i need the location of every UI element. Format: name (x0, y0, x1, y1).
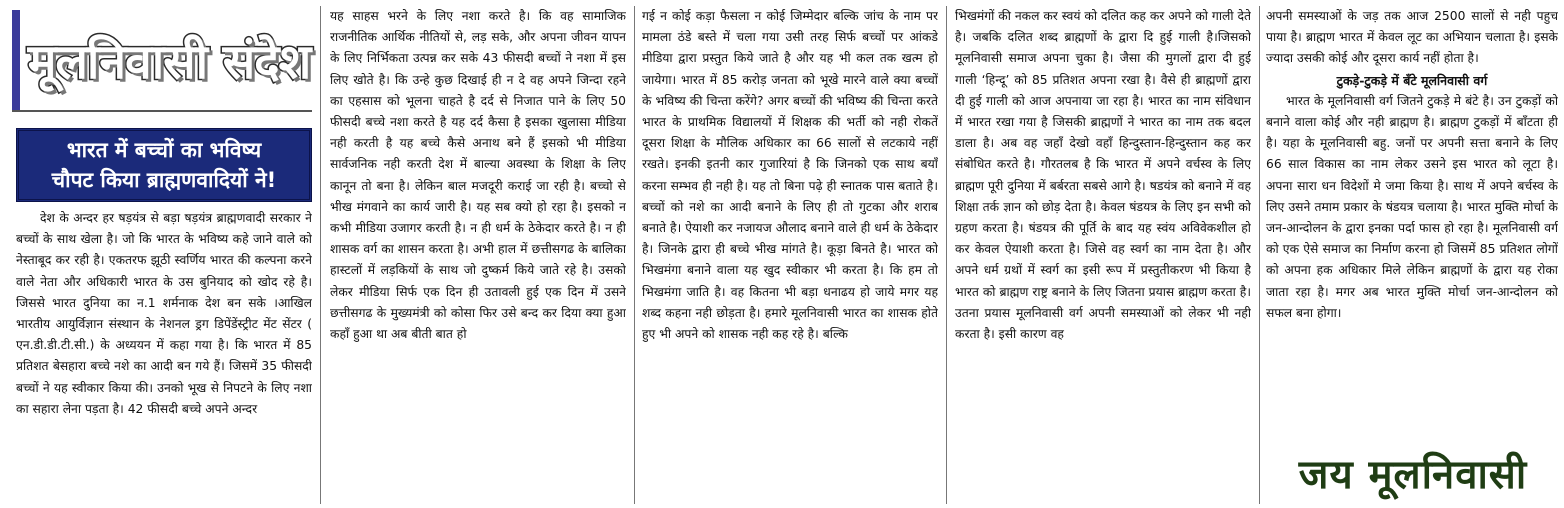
column-divider (946, 6, 947, 504)
column-divider (634, 6, 635, 504)
slogan: जय मूलनिवासी (1298, 451, 1528, 498)
article-column-4 (955, 6, 1251, 504)
column-divider (320, 6, 321, 504)
column-4-text: भिखमंगों की नकल कर स्वयं को दलित कह कर अपने को गाली देते है। जबकि दलित शब्द ब्राह्मणों के द्वारा दि हुई गाली है।जिसको मूलनिवासी समाज अपना चुका है। जैसा की मुगलों द्वारा दी हुई गाली ‘हिन्दू’ को 85 प्रतिशत अपना रखा है। वैसे ही ब्राह्मणों द्वारा दी हुई गाली को आज अपनाया जा रहा है। भारत का नाम संविधान में भारत रखा गया है जिसकी ब्राह्मणों ने भारत का नाम तक बदल डाला है। अब वह जहाँ देखो वहाँ हिन्दुस्तान-हिन्दुस्तान कह कर संबोधित करते है। गौरतलब है कि भारत में अपने वर्चस्व के लिए ब्राह्मण पूरी दुनिया में बर्बरता सबसे आगे है। षडयंत्र को बनाने में वह शिक्षा तर्क ज्ञान को छोड़ देता है। केवल षंडयत्र के लिए इन सभी को ग्रहण करता है। षंडयत्र की पूर्ति के बाद यह स्वंय अविवेकशील हो कर केवल ऐयाशी करता है। जिसे वह स्वर्ग का नाम देता है। और अपने धर्म ग्रथों में स्वर्ग का इसी रूप में प्रस्तुतीकरण भी किया है भारत को ब्राह्मण राष्ट्र बनाने के लिए जितना प्रयास ब्राह्मण करता है। उतना प्रयास मूलनिवासी वर्ग अपनी समस्याओं को लेकर भी नही करता है। इसी कारण वह (955, 9, 1251, 342)
article-column-1 (16, 208, 312, 504)
headline-line-1: भारत में बच्चों का भविष्य (66, 138, 262, 162)
column-5-subheading: टुकड़े-टुकड़े में बँटे मूलनिवासी वर्ग (1336, 72, 1488, 88)
column-2-text: यह साहस भरने के लिए नशा करते है। कि वह सामाजिक राजनीतिक आर्थिक नीतियों से, लड़ सके, और अपना जीवन यापन के लिए निर्भिकता उत्पन्न कर सके 43 फीसदी बच्चों ने नशा में इस लिए खोते है। कि उन्हे कुछ दिखाई ही न दे वह अपने जिन्दा रहने का एहसास को भूलना चाहते है दर्द से निजात पाने के लिए 50 फीसदी बच्चे नशा करते है यह दर्द कैसा है इसका खुलासा मीडिया नही करती है यह बच्चे कैसे अनाथ बने हैं इसको भी मीडिया सार्वजनिक नही करती देश में बाल्या अवस्था के शिक्षा के लिए कानून तो बना है। लेकिन बाल मजदूरी कराई जा रही है। बच्चो से भीख मंगवाने का कार्य जारी है। यह सब क्यो हो रहा है। इसको न कभी मीडिया उजागर करती है। न ही धर्म के ठेकेदार करते है। न ही शासक वर्ग का शासन करता है। अभी हाल में छत्तीसगढ के बालिका हास्टलों में लड़कियों के साथ जो दुष्कर्म किये जाते रहे है। उसको लेकर मीडिया सिर्फ एक दिन ही उतावली हुई एक दिन में उसने छत्तीसगढ के मुख्यमंत्री को कोसा फिर उसे बन्द कर दिया क्या हुआ कहाँ हुआ था अब बीती बात हो (330, 9, 626, 342)
column-1-text: देश के अन्दर हर षड़यंत्र से बड़ा षड़यंत्र ब्राह्मणवादी सरकार ने बच्चों के साथ खेला है। जो कि भारत के भविष्य कहे जाने वाले को नेस्ताबूद कर रही है। एकतरफ झूठी स्वर्णिय भारत की कल्पना करने वाले नेता और अधिकारी भारत के उस बुनियाद को खोद रहे है। जिससे भारत दुनिया का न.1 शर्मनाक देश बन सके ।आखिल भारतीय आयुर्विज्ञान संस्थान के नेशनल ड्रग डिपेंडेंस्ट्रीट मेंट सेंटर ( एन.डी.डी.टी.सी.) के अध्ययन में कहा गया है। कि भारत में 85 प्रतिशत बेसहारा बच्चे नशे का आदी बन गये हैं। जिसमें 35 फीसदी बच्चों ने यह स्वीकार किया की। उनको भूख से निपटने के लिए नशा का सहारा लेना पड़ता है। 42 फीसदी बच्चे अपने अन्दर (16, 211, 312, 416)
masthead (12, 10, 312, 112)
column-3-text: गई न कोई कड़ा फैसला न कोई जिम्मेदार बल्कि जांच के नाम पर मामला ठंडे बस्ते में चला गया उसी तरह सिर्फ बच्चों पर आंकडे मीडिया द्वारा प्रस्तुत किये जाते है और यह भी कल तक खत्म हो जायेगा। भारत में 85 करोड़ जनता को भूखे मारने वाले क्या बच्चों के भविष्य की चिन्ता करेंगे? अगर बच्चों की भविष्य की चिन्ता करते भारत के प्राथमिक विद्यालयों में शिक्षक की भर्ती को नही रोकतें दूसरा शिक्षा के मौलिक अधिकार का 66 सालों से लटकाये नहीं रखते। इनकी इतनी कार गुजारियां है कि जिनको एक साथ बयाँ करना सम्भव ही नही है। यह तो बिना पढ़े ही स्नातक पास बताते है। बच्चों को नशे का आदी बनाने के लिए ही तो गुटका और शराब बनाते है। ऐयाशी कर नजायज औलाद बनाने वाले ही धर्म के ठेकेदार है। जिनके द्वारा ही बच्चे भीख मांगते है। कूड़ा बिनते है। भारत को भिखमंगा बनाने वाला यह खुद स्वीकार भी करता है। कि हम तो भिखमंगा जाति है। वह कितना भी बड़ा धनाढय हो जाये मगर यह शब्द कहना नही छोड़ता है। हमारे मूलनिवासी भारत का शासक होते हुए भी अपने को शासक नही कह रहे है। बल्कि (642, 9, 938, 342)
article-column-5 (1266, 6, 1558, 438)
headline-line-2: चौपट किया ब्राह्मणवादियों ने! (51, 168, 277, 192)
article-column-2 (330, 6, 626, 504)
article-column-3 (642, 6, 938, 504)
column-5-text-a: अपनी समस्याओं के जड़ तक आज 2500 सालों से नही पहुच पाया है। ब्राह्मण भारत में केवल लूट का अभियान चलाता है। इसके ज्यादा उसकी कोई और दूसरा कार्य नहीं होता है। (1266, 9, 1558, 66)
masthead-accent-bar (12, 10, 20, 110)
article-headline (16, 128, 312, 202)
column-divider (1259, 6, 1260, 504)
masthead-title: मूलनिवासी संदेश (27, 33, 311, 90)
column-5-text-b: भारत के मूलनिवासी वर्ग जितने टुकड़े मे बंटे है। उन टुकड़ों को बनाने वाला कोई और नही ब्राह्मण है। ब्राह्मण टुकड़ों में बाँटता ही है। यहा के मूलनिवासी बहु. जनों पर अपनी सत्ता बनाने के लिए 66 साल विकास का नाम लेकर उसने इस भारत को लूटा है। अपना सारा धन विदेशों मे जमा किया है। साथ में अपने बर्चस्व के लिए उसने तमाम प्रकार के षंडयत्र चलाया है। भारत मुक्ति मोर्चा के जन-आन्दोलन के द्वारा इनका पर्दा फास हो रहा है। मूलनिवासी वर्ग को एक ऐसे समाज का निर्माण करना हो जिसमें 85 प्रतिशत लोगों को अपना हक अधिकार मिले लेकिन ब्राह्मणों के द्वारा यह रोका जाता रहा है। मगर अब भारत मुक्ति मोर्चा जन-आन्दोलन को सफल बना होगा। (1266, 93, 1558, 320)
